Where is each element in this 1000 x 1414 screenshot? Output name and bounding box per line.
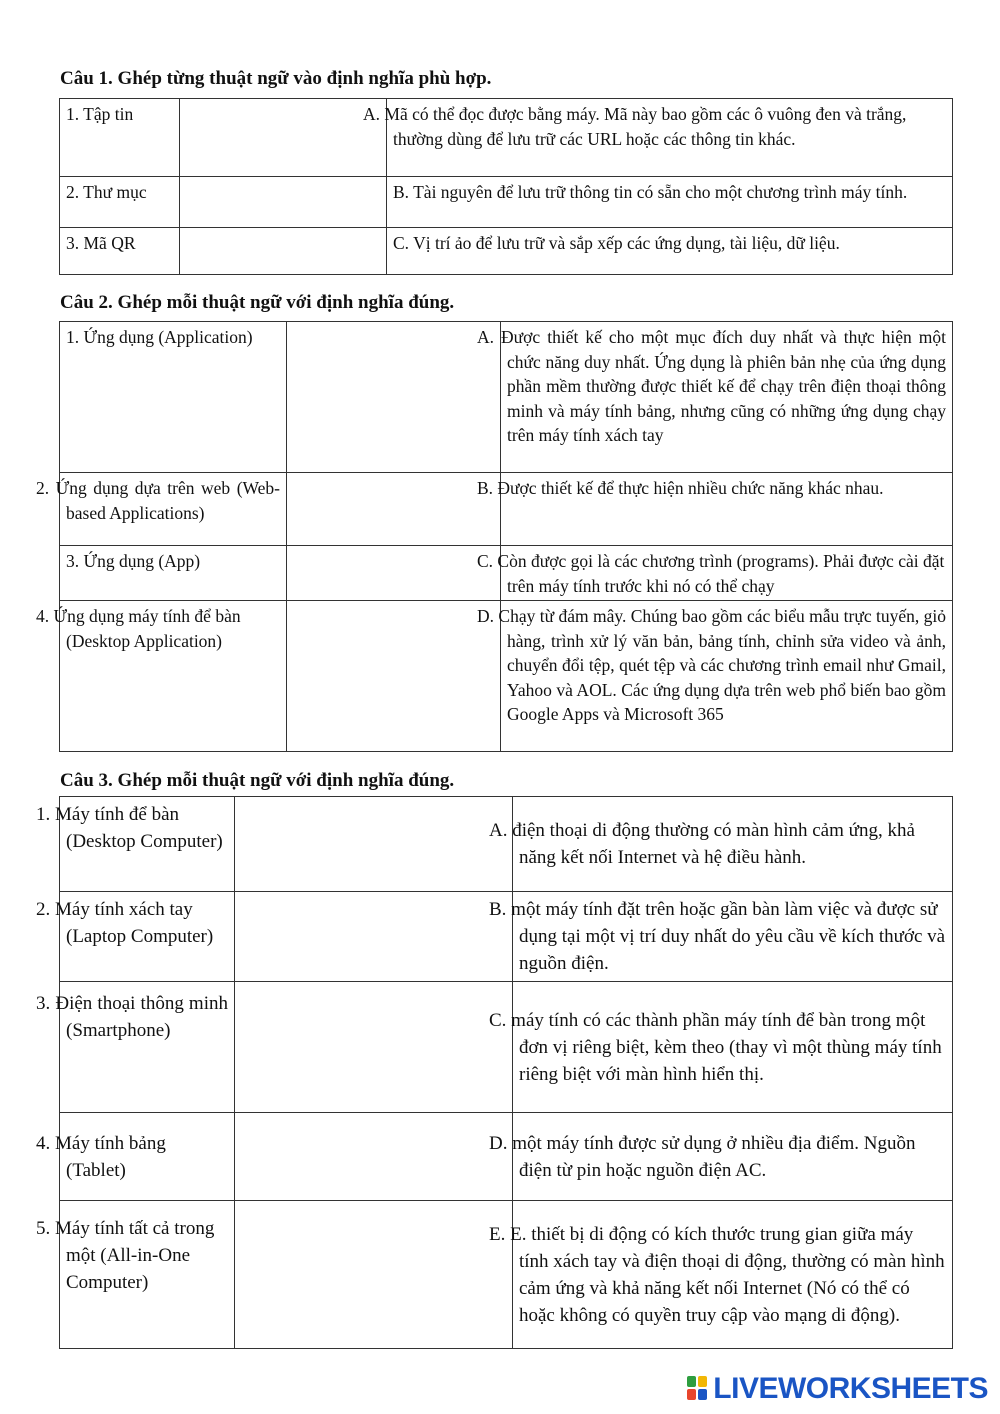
table-row: [60, 473, 953, 546]
question-2-title: Câu 2. Ghép mỗi thuật ngữ với định nghĩa đúng.: [60, 292, 455, 313]
question-1-table: [59, 98, 953, 275]
term-cell: 3. Ứng dụng (App): [60, 546, 287, 601]
answer-drop-zone[interactable]: [180, 177, 387, 228]
table-row: [60, 1201, 953, 1349]
table-row: [60, 177, 953, 228]
term-cell: 3. Mã QR: [60, 228, 180, 275]
question-1-title: Câu 1. Ghép từng thuật ngữ vào định nghĩa phù hợp.: [60, 68, 492, 89]
term-cell: 2. Máy tính xách tay (Laptop Computer): [60, 892, 235, 982]
term-cell: 4. Ứng dụng máy tính để bàn (Desktop Application): [60, 601, 287, 752]
answer-drop-zone[interactable]: [235, 1113, 513, 1201]
definition-cell: B. một máy tính đặt trên hoặc gần bàn làm việc và được sử dụng tại một vị trí duy nhất do yêu cầu về kích thước và nguồn điện.: [513, 892, 953, 982]
table-row: [60, 892, 953, 982]
table-row: [60, 601, 953, 752]
liveworksheets-brand-text: LIVEWORKSHEETS: [713, 1372, 988, 1405]
liveworksheets-logo: [687, 1372, 988, 1406]
table-row: [60, 982, 953, 1113]
term-cell: 2. Thư mục: [60, 177, 180, 228]
question-3-table: [36, 796, 953, 1349]
answer-drop-zone[interactable]: [235, 982, 513, 1113]
table-row: [60, 99, 953, 177]
definition-cell: B. Tài nguyên để lưu trữ thông tin có sẵn cho một chương trình máy tính.: [387, 177, 953, 228]
term-cell: 1. Ứng dụng (Application): [60, 322, 287, 473]
answer-drop-zone[interactable]: [287, 473, 501, 546]
definition-cell: A. Mã có thể đọc được bằng máy. Mã này bao gồm các ô vuông đen và trắng, thường dùng để lưu trữ các URL hoặc các thông tin khác.: [387, 99, 953, 177]
term-cell: 3. Điện thoại thông minh (Smartphone): [60, 982, 235, 1113]
table-row: [60, 1113, 953, 1201]
answer-drop-zone[interactable]: [180, 99, 387, 177]
table-row: [60, 228, 953, 275]
question-3-title: Câu 3. Ghép mỗi thuật ngữ với định nghĩa đúng.: [60, 770, 455, 791]
term-cell: 1. Tập tin: [60, 99, 180, 177]
definition-cell: D. một máy tính được sử dụng ở nhiều địa điểm. Nguồn điện từ pin hoặc nguồn điện AC.: [513, 1113, 953, 1201]
answer-drop-zone[interactable]: [235, 1201, 513, 1349]
table-row: [60, 546, 953, 601]
term-cell: 5. Máy tính tất cả trong một (All-in-One Computer): [60, 1201, 235, 1349]
liveworksheets-logo-icon: [687, 1376, 709, 1402]
question-2-table: [36, 321, 953, 752]
definition-cell: C. Còn được gọi là các chương trình (programs). Phải được cài đặt trên máy tính trước khi nó có thể chạy: [501, 546, 953, 601]
term-cell: 2. Ứng dụng dựa trên web (Web-based Applications): [60, 473, 287, 546]
definition-cell: B. Được thiết kế để thực hiện nhiều chức năng khác nhau.: [501, 473, 953, 546]
answer-drop-zone[interactable]: [287, 601, 501, 752]
definition-cell: C. máy tính có các thành phần máy tính để bàn trong một đơn vị riêng biệt, kèm theo (thay vì một thùng máy tính riêng biệt với màn hình hiển thị.: [513, 982, 953, 1113]
definition-cell: D. Chạy từ đám mây. Chúng bao gồm các biểu mẫu trực tuyến, giỏ hàng, trình xử lý văn bản, bảng tính, chỉnh sửa video và ảnh, chuyển đổi tệp, quét tệp và các chương trình email như Gmail, Yahoo và AOL. Các ứng dụng dựa trên web phổ biến bao gồm Google Apps và Microsoft 365: [501, 601, 953, 752]
term-cell: 4. Máy tính bảng (Tablet): [60, 1113, 235, 1201]
definition-cell: A. Được thiết kế cho một mục đích duy nhất và thực hiện một chức năng duy nhất. Ứng dụng là phiên bản nhẹ của ứng dụng phần mềm thường được thiết kế để chạy trên điện thoại thông minh và máy tính bảng, nhưng cũng có những ứng dụng chạy trên máy tính xách tay: [501, 322, 953, 473]
table-row: [60, 797, 953, 892]
answer-drop-zone[interactable]: [180, 228, 387, 275]
definition-cell: A. điện thoại di động thường có màn hình cảm ứng, khả năng kết nối Internet và hệ điều hành.: [513, 797, 953, 892]
term-cell: 1. Máy tính để bàn (Desktop Computer): [60, 797, 235, 892]
answer-drop-zone[interactable]: [235, 797, 513, 892]
answer-drop-zone[interactable]: [287, 546, 501, 601]
definition-cell: E. E. thiết bị di động có kích thước trung gian giữa máy tính xách tay và điện thoại di động, thường có màn hình cảm ứng và khả năng kết nối Internet (Nó có thể có hoặc không có quyền truy cập vào mạng di động).: [513, 1201, 953, 1349]
table-row: [60, 322, 953, 473]
answer-drop-zone[interactable]: [235, 892, 513, 982]
definition-cell: C. Vị trí ảo để lưu trữ và sắp xếp các ứng dụng, tài liệu, dữ liệu.: [387, 228, 953, 275]
answer-drop-zone[interactable]: [287, 322, 501, 473]
